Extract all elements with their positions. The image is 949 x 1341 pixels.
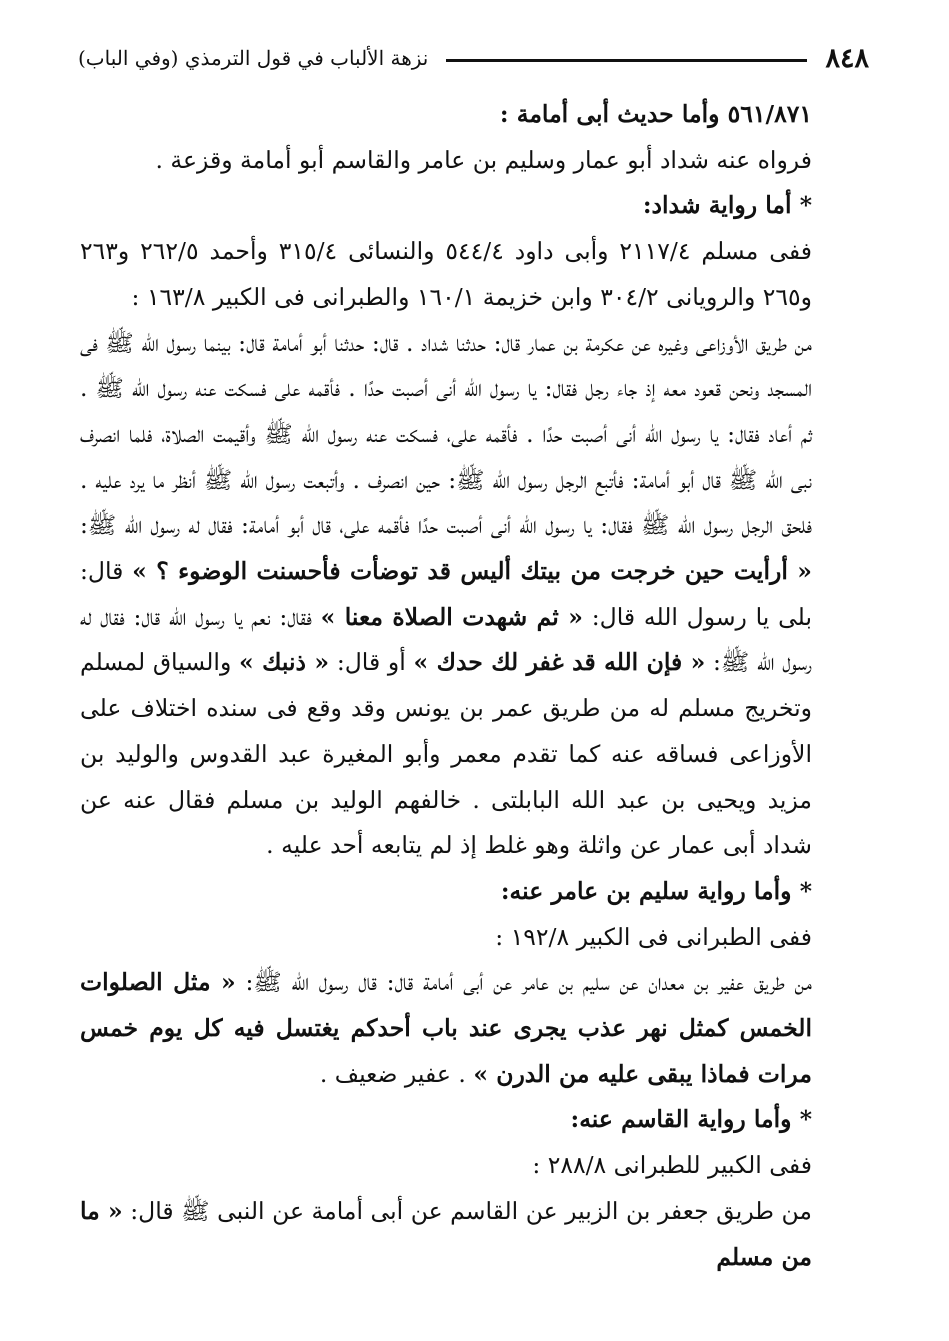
page-number: ٨٤٨	[825, 42, 869, 74]
isnad-text-sulaym: من طريق عفير بن معدان عن سليم بن عامر عن أبى أمامة قال: قال رسول الله ﷺ:	[245, 968, 812, 997]
isnad-text: من طريق الأوزاعى وغيره عن عكرمة بن عمار قال: حدثنا شداد . قال: حدثنا أبو أمامة قال: بينما رسول الله ﷺ فى المسجد ونحن قعود معه إذ جاء رجل فقال: يا رسول الله أنى أصبت حدًا . فأقمه على فسكت عنه رسول الله ﷺ . ثم أعاد فقال: يا رسول الله أنى أصبت حدًا . فأقمه على، فسكت عنه رسول الله ﷺ وأقيمت الصلاة، فلما انصرف نبى الله ﷺ قال أبو أمامة: فأتبع الرجل رسول الله ﷺ: حين انصرف . وأتبعت رسول الله ﷺ أنظر ما يرد عليه . فلحق الرجل رسول الله ﷺ فقال: يا رسول الله أنى أصبت حدًا فأقمه على، قال أبو أمامة: فقال له رسول الله ﷺ:	[80, 328, 812, 540]
isnad-text-3: فقال: نعم يا رسول الله قال: فقال له رسول الله ﷺ:	[80, 602, 812, 677]
prophet-quote-qasim: « ما من مسلم	[80, 1196, 812, 1271]
isnad-paragraph-qasim	[80, 1189, 852, 1280]
prophet-quote-4: « ذنبك »	[239, 648, 330, 677]
hadith-heading: ٥٦١/٨٧١ وأما حديث أبى أمامة :	[499, 100, 812, 128]
grading-text: . عفير ضعيف .	[319, 1059, 466, 1088]
prophet-quote-3: « فإن الله قد غفر لك حدك »	[413, 648, 706, 677]
prophet-quote-2: « ثم شهدت الصلاة معنا »	[320, 602, 583, 631]
isnad-text-qasim: من طريق جعفر بن الزبير عن القاسم عن أبى أمامة عن النبى ﷺ قال:	[130, 1196, 812, 1225]
prophet-quote-sulaym: « مثل الصلوات الخمس كمثل نهر عذب يجرى عند باب أحدكم يغتسل فيه كل يوم خمس مرات فماذا يبقى عليه من الدرن »	[80, 968, 812, 1088]
header-rule	[446, 59, 807, 62]
isnad-paragraph-sulaym	[80, 960, 852, 1097]
page-body	[80, 92, 852, 1280]
sources-paragraph-sulaym: ففى الطبرانى فى الكبير ١٩٢/٨ :	[495, 922, 812, 951]
sources-paragraph-shaddad: ففى مسلم ٢١١٧/٤ وأبى داود ٥٤٤/٤ والنسائى ٣١٥/٤ وأحمد ٢٦٢/٥ و٢٦٣ و٢٦٥ والرويانى ٣٠٤/٢ وابن خزيمة ١٦٠/١ والطبرانى فى الكبير ١٦٣/٨ :	[80, 237, 812, 311]
running-header	[78, 38, 869, 78]
prophet-quote-1: « أرأيت حين خرجت من بيتك أليس قد توضأت فأحسنت الوضوء ؟ »	[132, 557, 812, 586]
section-heading-sulaym: * وأما رواية سليم بن عامر عنه:	[500, 876, 812, 905]
isnad-paragraph-shaddad	[80, 321, 852, 869]
section-heading-qasim: * وأما رواية القاسم عنه:	[570, 1105, 812, 1134]
narrators-paragraph: فرواه عنه شداد أبو عمار وسليم بن عامر والقاسم أبو أمامة وقزعة .	[155, 145, 812, 174]
running-title: نزهة الألباب في قول الترمذي (وفي الباب)	[78, 46, 429, 70]
sources-paragraph-qasim: ففى الكبير للطبرانى ٢٨٨/٨ :	[532, 1151, 812, 1180]
isnad-text-4: أو قال:	[336, 648, 406, 677]
commentary-text: والسياق لمسلم وتخريج مسلم له من طريق عمر بن يونس وقد وقع فى سنده اختلاف على الأوزاعى فساقه عنه كما تقدم معمر وأبو المغيرة عبد القدوس والوليد بن مزيد ويحيى بن عبد الله البابلتى . خالفهم الوليد بن مسلم فقال عنه عن شداد أبى عمار عن واثلة وهو غلط إذ لم يتابعه أحد عليه .	[80, 648, 812, 860]
isnad-text-2: قال: بلى يا رسول الله قال:	[80, 557, 812, 631]
section-heading-shaddad: * أما رواية شداد:	[642, 191, 812, 220]
